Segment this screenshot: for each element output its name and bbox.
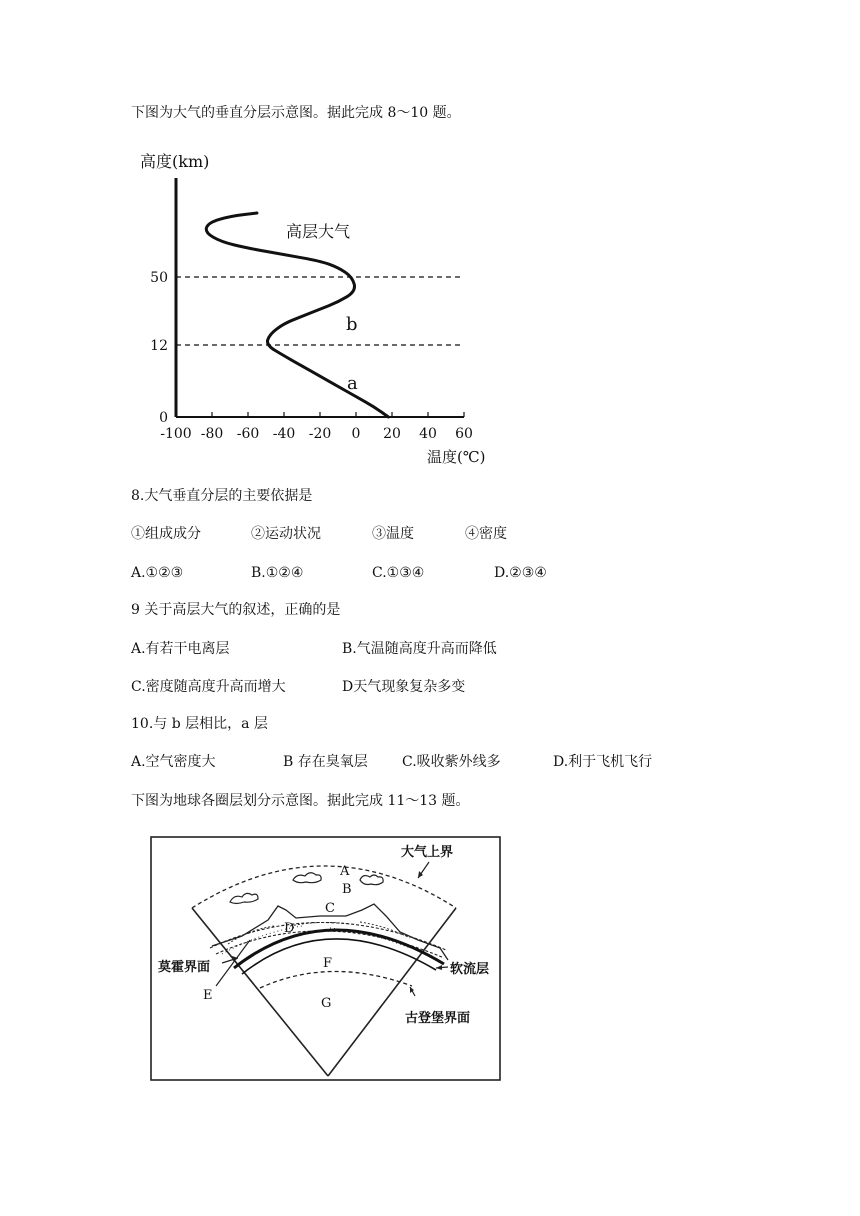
label-e: E — [203, 988, 213, 1003]
x-tick-label: -80 — [200, 426, 224, 442]
x-tick-label: -100 — [160, 426, 192, 442]
x-tick-label: 0 — [351, 426, 361, 442]
q8-item-1: ①组成成分 — [131, 526, 201, 542]
temperature-curve — [206, 213, 388, 417]
label-c: C — [325, 901, 335, 916]
y-tick-label: 0 — [159, 410, 168, 426]
intro-text-2: 下图为地球各圈层划分示意图。据此完成 11～13 题。 — [131, 793, 470, 809]
q9-option-d: D天气现象复杂多变 — [342, 679, 466, 695]
label-b: B — [342, 882, 352, 897]
q8-option-d: D.②③④ — [494, 565, 547, 581]
q9-option-b: B.气温随高度升高而降低 — [342, 641, 497, 657]
q10-option-d: D.利于飞机飞行 — [553, 754, 653, 770]
y-axis-label: 高度(km) — [140, 152, 210, 171]
x-tick-label: 60 — [455, 426, 473, 442]
q10-option-b: B 存在臭氧层 — [283, 754, 368, 770]
earth-layers-diagram — [150, 836, 502, 1082]
y-tick-label: 12 — [150, 338, 168, 354]
x-tick-label: 40 — [419, 426, 437, 442]
intro-text-1: 下图为大气的垂直分层示意图。据此完成 8～10 题。 — [131, 105, 461, 121]
layer-label-upper: 高层大气 — [286, 222, 351, 241]
label-moho: 莫霍界面 — [158, 960, 211, 975]
x-tick-label: 20 — [383, 426, 401, 442]
x-axis-label: 温度(℃) — [427, 448, 486, 466]
x-tick-label: -40 — [272, 426, 296, 442]
q8-option-a: A.①②③ — [131, 565, 184, 581]
layer-label-b: b — [346, 314, 358, 335]
label-g: G — [321, 996, 332, 1011]
q10-option-c: C.吸收紫外线多 — [402, 754, 501, 770]
q8-item-3: ③温度 — [372, 526, 414, 542]
q10-stem: 10.与 b 层相比，a 层 — [131, 716, 268, 732]
q8-option-c: C.①③④ — [372, 565, 425, 581]
q8-item-4: ④密度 — [465, 526, 507, 542]
y-tick-label: 50 — [150, 270, 168, 286]
q8-item-2: ②运动状况 — [251, 526, 321, 542]
layer-label-a: a — [347, 373, 358, 394]
x-tick-label: -20 — [308, 426, 332, 442]
label-d: D — [284, 921, 295, 936]
label-gutenberg: 古登堡界面 — [405, 1011, 471, 1026]
atmosphere-chart — [120, 140, 510, 480]
q9-option-a: A.有若干电离层 — [131, 641, 230, 657]
x-tick-label: -60 — [236, 426, 260, 442]
q8-stem: 8.大气垂直分层的主要依据是 — [131, 488, 313, 504]
label-f: F — [323, 956, 333, 971]
label-asthenosphere: 软流层 — [450, 962, 490, 977]
label-a: A — [340, 864, 350, 879]
q9-stem: 9 关于高层大气的叙述，正确的是 — [131, 602, 341, 618]
label-atmosphere-top: 大气上界 — [401, 845, 454, 860]
q9-option-c: C.密度随高度升高而增大 — [131, 679, 286, 695]
q10-option-a: A.空气密度大 — [131, 754, 216, 770]
q8-option-b: B.①②④ — [251, 565, 304, 581]
